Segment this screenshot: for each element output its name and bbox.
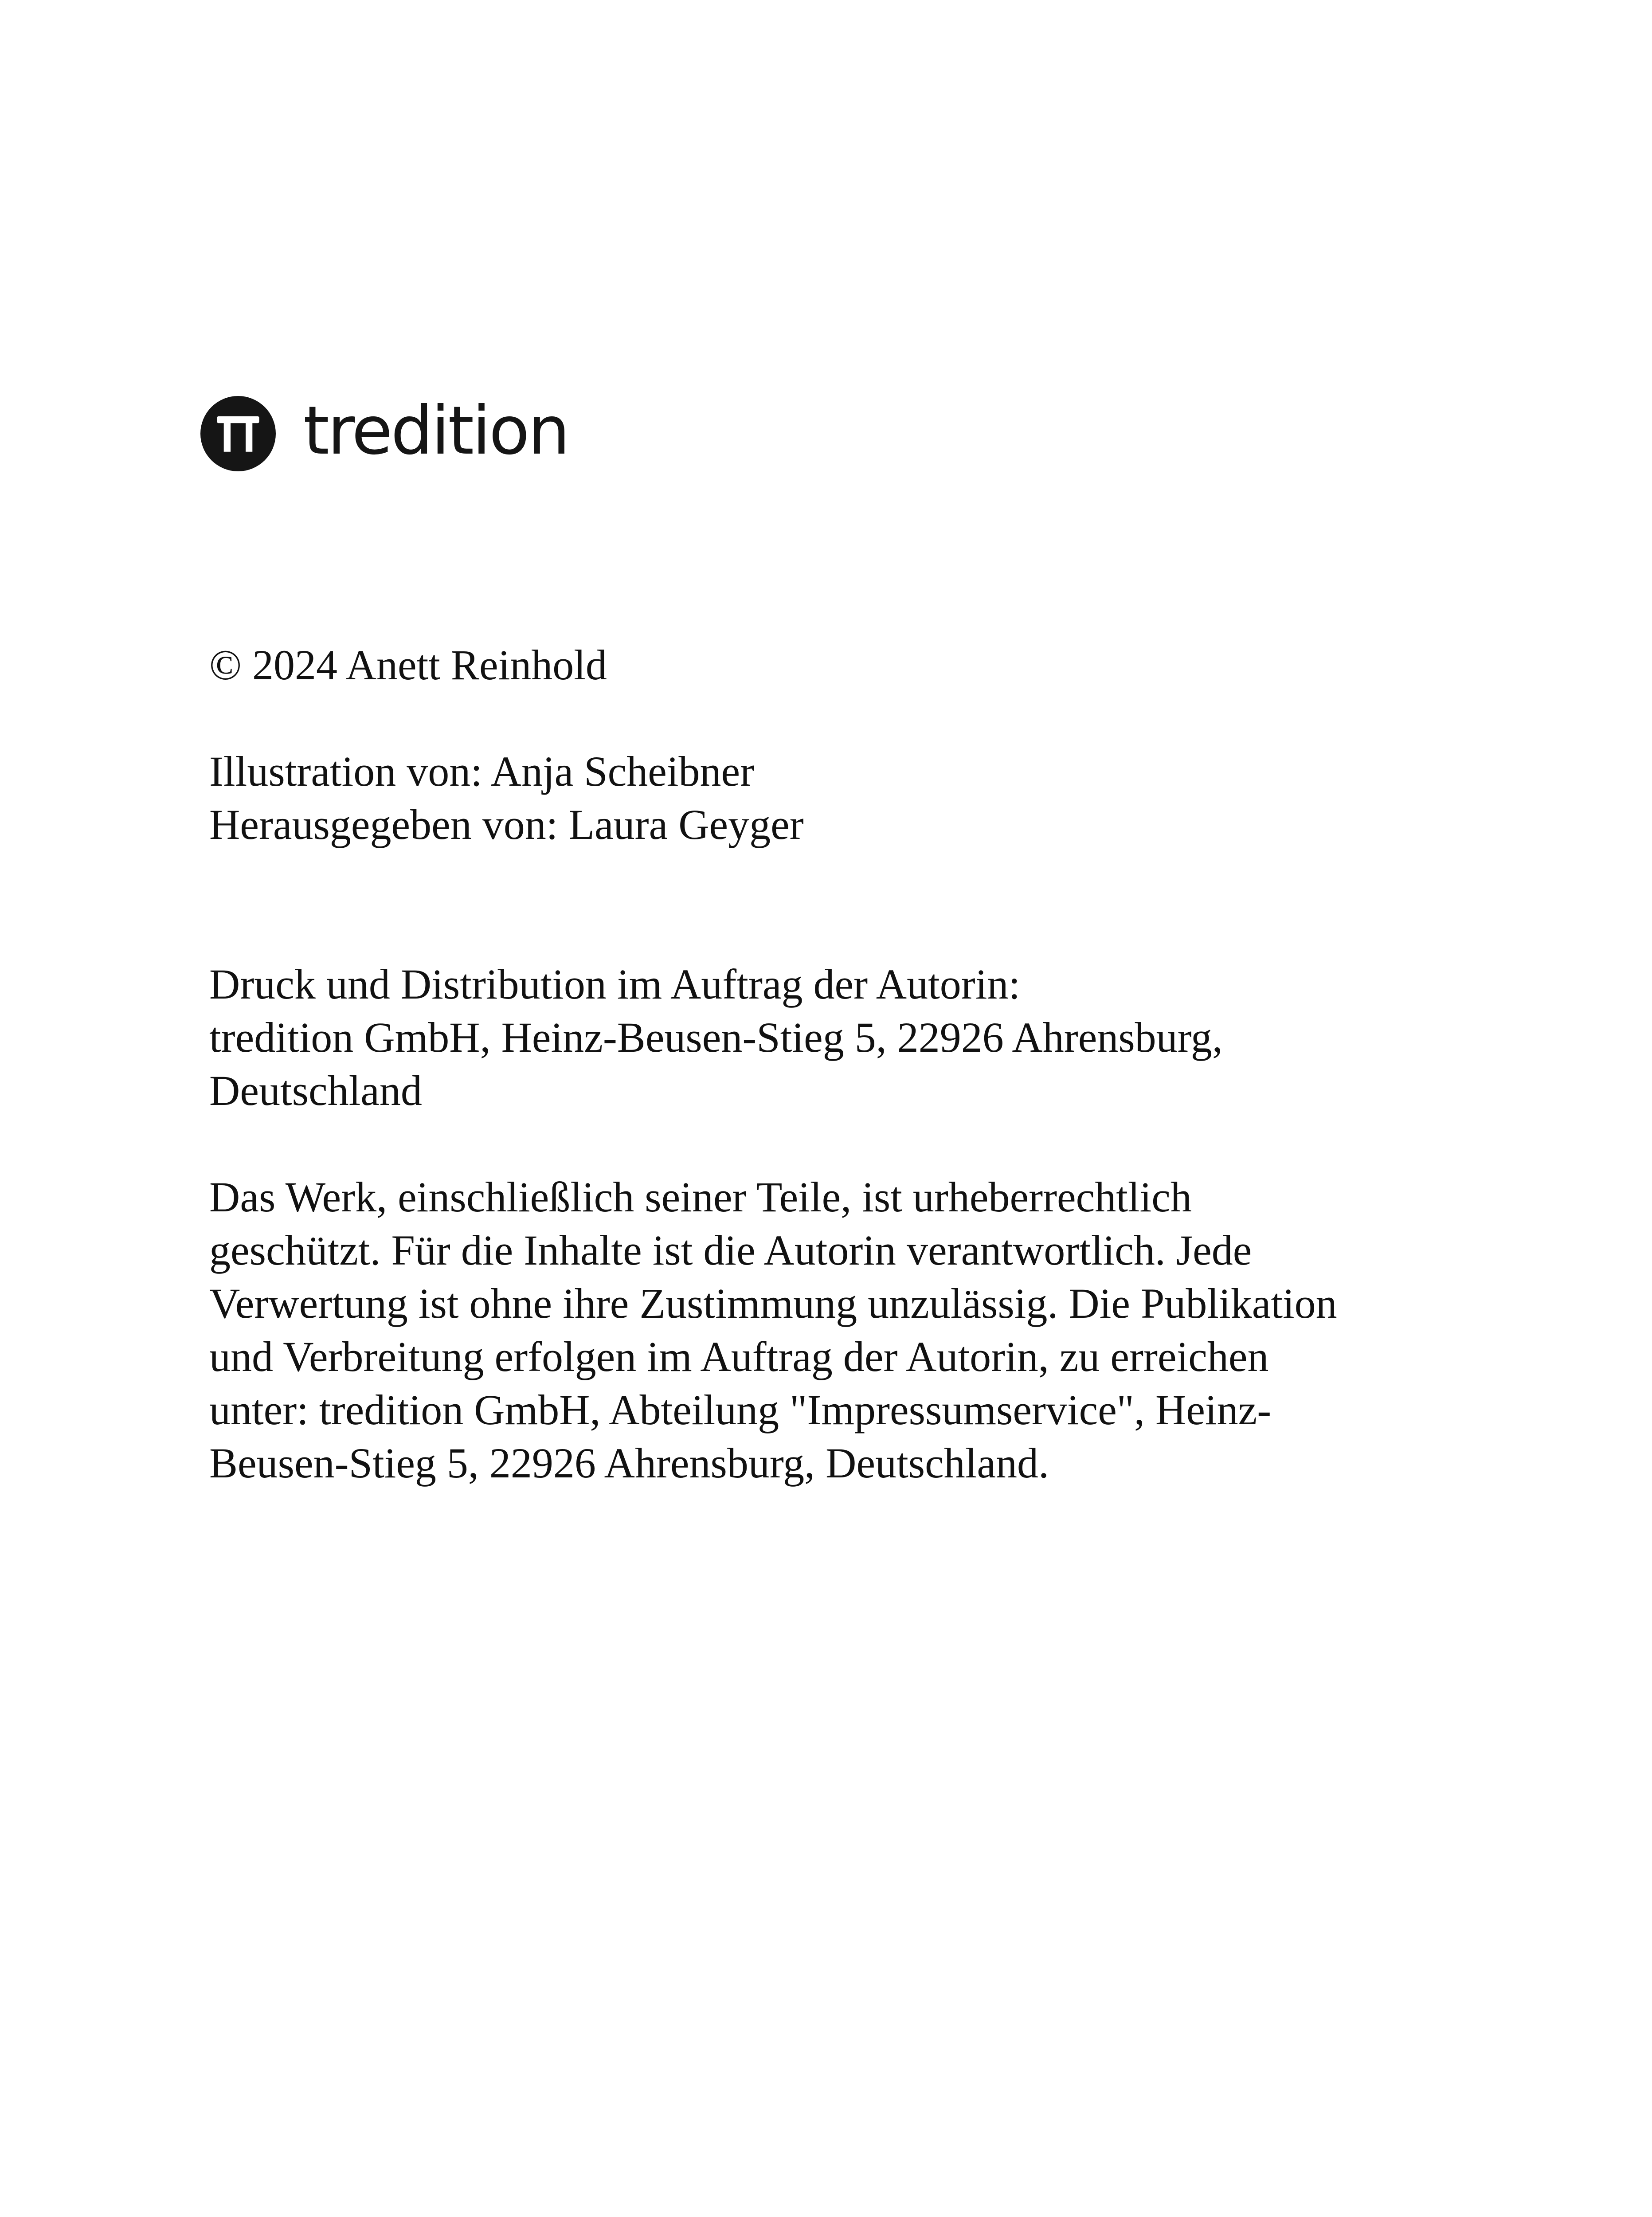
copyright-line: [209, 638, 607, 692]
copyright-text: © 2024 Anett Reinhold: [209, 641, 607, 689]
publisher-logo: [200, 392, 568, 471]
distribution-line: Druck und Distribution im Auftrag der Autorin:: [209, 960, 1021, 1008]
legal-line: Verwertung ist ohne ihre Zustimmung unzulässig. Die Publikation: [209, 1280, 1337, 1327]
publisher-wordmark: tredition: [303, 392, 568, 470]
illustration-credit: Illustration von: Anja Scheibner: [209, 748, 755, 795]
distribution-block: [209, 958, 1223, 1117]
legal-line: Das Werk, einschließlich seiner Teile, ist urheberrechtlich: [209, 1173, 1192, 1221]
credits-block: [209, 745, 804, 851]
legal-line: unter: tredition GmbH, Abteilung "Impressumservice", Heinz-: [209, 1386, 1272, 1434]
legal-notice: [209, 1171, 1337, 1490]
editor-credit: Herausgegeben von: Laura Geyger: [209, 801, 804, 848]
legal-line: Beusen-Stieg 5, 22926 Ahrensburg, Deutschland.: [209, 1439, 1049, 1487]
legal-line: geschützt. Für die Inhalte ist die Autorin verantwortlich. Jede: [209, 1226, 1252, 1274]
tredition-t-icon: [200, 396, 276, 471]
distribution-line: tredition GmbH, Heinz-Beusen-Stieg 5, 22926 Ahrensburg,: [209, 1014, 1223, 1061]
legal-line: und Verbreitung erfolgen im Auftrag der Autorin, zu erreichen: [209, 1333, 1269, 1380]
distribution-line: Deutschland: [209, 1067, 422, 1114]
